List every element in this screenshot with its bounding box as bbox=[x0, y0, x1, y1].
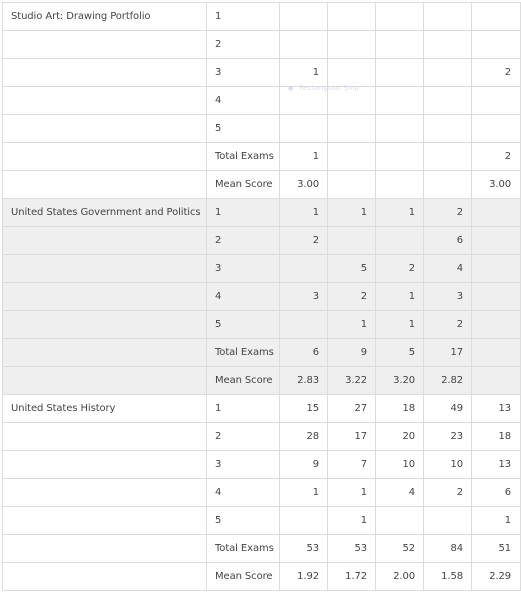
value-cell bbox=[328, 115, 376, 143]
score-label: 5 bbox=[207, 115, 280, 143]
value-cell bbox=[424, 87, 472, 115]
score-label: Mean Score bbox=[207, 367, 280, 395]
value-cell: 23 bbox=[424, 423, 472, 451]
score-label: 1 bbox=[207, 199, 280, 227]
value-cell: 3.00 bbox=[280, 171, 328, 199]
subject-cell-empty bbox=[3, 143, 207, 171]
value-cell: 4 bbox=[424, 255, 472, 283]
value-cell: 15 bbox=[280, 395, 328, 423]
value-cell: 1.58 bbox=[424, 563, 472, 591]
value-cell: 2.00 bbox=[376, 563, 424, 591]
value-cell: 2 bbox=[376, 255, 424, 283]
value-cell: 5 bbox=[328, 255, 376, 283]
value-cell: 2 bbox=[472, 143, 521, 171]
table-row bbox=[3, 143, 521, 171]
table-row bbox=[3, 451, 521, 479]
table-row bbox=[3, 87, 521, 115]
value-cell: 2 bbox=[280, 227, 328, 255]
subject-cell-empty bbox=[3, 311, 207, 339]
subject-cell-empty bbox=[3, 451, 207, 479]
value-cell: 2 bbox=[424, 199, 472, 227]
table-row bbox=[3, 227, 521, 255]
value-cell: 51 bbox=[472, 535, 521, 563]
table-row bbox=[3, 171, 521, 199]
subject-cell-empty bbox=[3, 227, 207, 255]
table-row bbox=[3, 535, 521, 563]
value-cell bbox=[424, 3, 472, 31]
value-cell bbox=[424, 171, 472, 199]
subject-cell-empty bbox=[3, 423, 207, 451]
table-row bbox=[3, 367, 521, 395]
value-cell bbox=[472, 283, 521, 311]
table-row bbox=[3, 59, 521, 87]
table-row bbox=[3, 339, 521, 367]
value-cell: 52 bbox=[376, 535, 424, 563]
value-cell: 27 bbox=[328, 395, 376, 423]
subject-cell-empty bbox=[3, 563, 207, 591]
value-cell: 1.92 bbox=[280, 563, 328, 591]
table-row bbox=[3, 115, 521, 143]
table-row bbox=[3, 255, 521, 283]
value-cell: 6 bbox=[280, 339, 328, 367]
value-cell bbox=[472, 87, 521, 115]
value-cell bbox=[472, 255, 521, 283]
value-cell: 53 bbox=[280, 535, 328, 563]
value-cell: 1 bbox=[328, 479, 376, 507]
value-cell bbox=[376, 143, 424, 171]
value-cell bbox=[280, 255, 328, 283]
value-cell: 1 bbox=[376, 199, 424, 227]
value-cell: 2 bbox=[424, 479, 472, 507]
subject-cell-empty bbox=[3, 479, 207, 507]
value-cell: 6 bbox=[424, 227, 472, 255]
value-cell bbox=[280, 115, 328, 143]
value-cell: 49 bbox=[424, 395, 472, 423]
value-cell: 20 bbox=[376, 423, 424, 451]
table-row bbox=[3, 199, 521, 227]
score-label: 3 bbox=[207, 59, 280, 87]
value-cell: 1 bbox=[328, 507, 376, 535]
subject-name: United States History bbox=[3, 395, 207, 423]
table-row bbox=[3, 423, 521, 451]
value-cell: 1 bbox=[280, 59, 328, 87]
value-cell: 28 bbox=[280, 423, 328, 451]
value-cell: 1 bbox=[472, 507, 521, 535]
value-cell: 1 bbox=[376, 311, 424, 339]
value-cell: 3.20 bbox=[376, 367, 424, 395]
value-cell bbox=[328, 3, 376, 31]
score-label: Total Exams bbox=[207, 339, 280, 367]
value-cell: 7 bbox=[328, 451, 376, 479]
value-cell: 13 bbox=[472, 451, 521, 479]
subject-name: United States Government and Politics bbox=[3, 199, 207, 227]
subject-cell-empty bbox=[3, 115, 207, 143]
value-cell: 6 bbox=[472, 479, 521, 507]
table-row bbox=[3, 395, 521, 423]
subject-cell-empty bbox=[3, 171, 207, 199]
value-cell bbox=[376, 115, 424, 143]
value-cell: 2 bbox=[472, 59, 521, 87]
table-row bbox=[3, 3, 521, 31]
value-cell: 3.22 bbox=[328, 367, 376, 395]
value-cell bbox=[328, 227, 376, 255]
value-cell: 2.82 bbox=[424, 367, 472, 395]
value-cell bbox=[472, 115, 521, 143]
value-cell bbox=[472, 311, 521, 339]
subject-cell-empty bbox=[3, 59, 207, 87]
value-cell: 84 bbox=[424, 535, 472, 563]
snip-icon: ● bbox=[288, 85, 294, 92]
value-cell: 3 bbox=[424, 283, 472, 311]
score-label: 2 bbox=[207, 227, 280, 255]
table-row bbox=[3, 479, 521, 507]
value-cell bbox=[376, 171, 424, 199]
value-cell: 10 bbox=[376, 451, 424, 479]
value-cell bbox=[376, 3, 424, 31]
value-cell: 4 bbox=[376, 479, 424, 507]
score-label: 3 bbox=[207, 451, 280, 479]
subject-name: Studio Art: Drawing Portfolio bbox=[3, 3, 207, 31]
score-label: 4 bbox=[207, 87, 280, 115]
subject-cell-empty bbox=[3, 255, 207, 283]
subject-cell-empty bbox=[3, 87, 207, 115]
value-cell: 17 bbox=[424, 339, 472, 367]
value-cell bbox=[328, 31, 376, 59]
value-cell: 2.83 bbox=[280, 367, 328, 395]
score-label: 4 bbox=[207, 283, 280, 311]
value-cell: 18 bbox=[472, 423, 521, 451]
value-cell bbox=[472, 339, 521, 367]
value-cell bbox=[328, 143, 376, 171]
value-cell: 1 bbox=[280, 479, 328, 507]
table-row bbox=[3, 31, 521, 59]
table-row bbox=[3, 563, 521, 591]
value-cell: 5 bbox=[376, 339, 424, 367]
value-cell: 1 bbox=[376, 283, 424, 311]
value-cell bbox=[280, 507, 328, 535]
value-cell bbox=[376, 227, 424, 255]
value-cell bbox=[280, 3, 328, 31]
value-cell bbox=[424, 507, 472, 535]
value-cell bbox=[424, 115, 472, 143]
value-cell bbox=[472, 31, 521, 59]
value-cell: 10 bbox=[424, 451, 472, 479]
subject-cell-empty bbox=[3, 339, 207, 367]
subject-cell-empty bbox=[3, 31, 207, 59]
subject-cell-empty bbox=[3, 507, 207, 535]
value-cell bbox=[424, 31, 472, 59]
subject-cell-empty bbox=[3, 283, 207, 311]
score-label: 1 bbox=[207, 3, 280, 31]
snip-tooltip-text: Rectangular Snip bbox=[299, 84, 359, 92]
score-label: 4 bbox=[207, 479, 280, 507]
value-cell: 9 bbox=[328, 339, 376, 367]
value-cell bbox=[424, 143, 472, 171]
value-cell bbox=[280, 31, 328, 59]
score-label: 3 bbox=[207, 255, 280, 283]
score-label: 1 bbox=[207, 395, 280, 423]
value-cell: 1.72 bbox=[328, 563, 376, 591]
table-row bbox=[3, 283, 521, 311]
snip-tooltip bbox=[282, 80, 420, 96]
value-cell bbox=[424, 59, 472, 87]
value-cell: 1 bbox=[328, 199, 376, 227]
table-body bbox=[3, 3, 521, 591]
value-cell: 3.00 bbox=[472, 171, 521, 199]
value-cell bbox=[472, 227, 521, 255]
value-cell: 3 bbox=[280, 283, 328, 311]
value-cell bbox=[472, 367, 521, 395]
subject-cell-empty bbox=[3, 367, 207, 395]
score-label: 2 bbox=[207, 31, 280, 59]
table-row bbox=[3, 311, 521, 339]
value-cell bbox=[280, 311, 328, 339]
value-cell: 18 bbox=[376, 395, 424, 423]
value-cell: 13 bbox=[472, 395, 521, 423]
value-cell: 1 bbox=[280, 199, 328, 227]
value-cell: 2 bbox=[424, 311, 472, 339]
value-cell bbox=[472, 3, 521, 31]
subject-cell-empty bbox=[3, 535, 207, 563]
value-cell: 53 bbox=[328, 535, 376, 563]
score-label: 5 bbox=[207, 311, 280, 339]
table-row bbox=[3, 507, 521, 535]
score-label: Mean Score bbox=[207, 171, 280, 199]
value-cell bbox=[376, 507, 424, 535]
score-distribution-table bbox=[2, 2, 521, 591]
value-cell: 1 bbox=[328, 311, 376, 339]
score-label: Total Exams bbox=[207, 535, 280, 563]
value-cell: 2 bbox=[328, 283, 376, 311]
value-cell: 2.29 bbox=[472, 563, 521, 591]
value-cell: 1 bbox=[280, 143, 328, 171]
value-cell bbox=[376, 31, 424, 59]
value-cell: 9 bbox=[280, 451, 328, 479]
value-cell: 17 bbox=[328, 423, 376, 451]
score-label: 2 bbox=[207, 423, 280, 451]
score-label: Mean Score bbox=[207, 563, 280, 591]
value-cell bbox=[472, 199, 521, 227]
score-label: 5 bbox=[207, 507, 280, 535]
score-label: Total Exams bbox=[207, 143, 280, 171]
value-cell bbox=[328, 171, 376, 199]
